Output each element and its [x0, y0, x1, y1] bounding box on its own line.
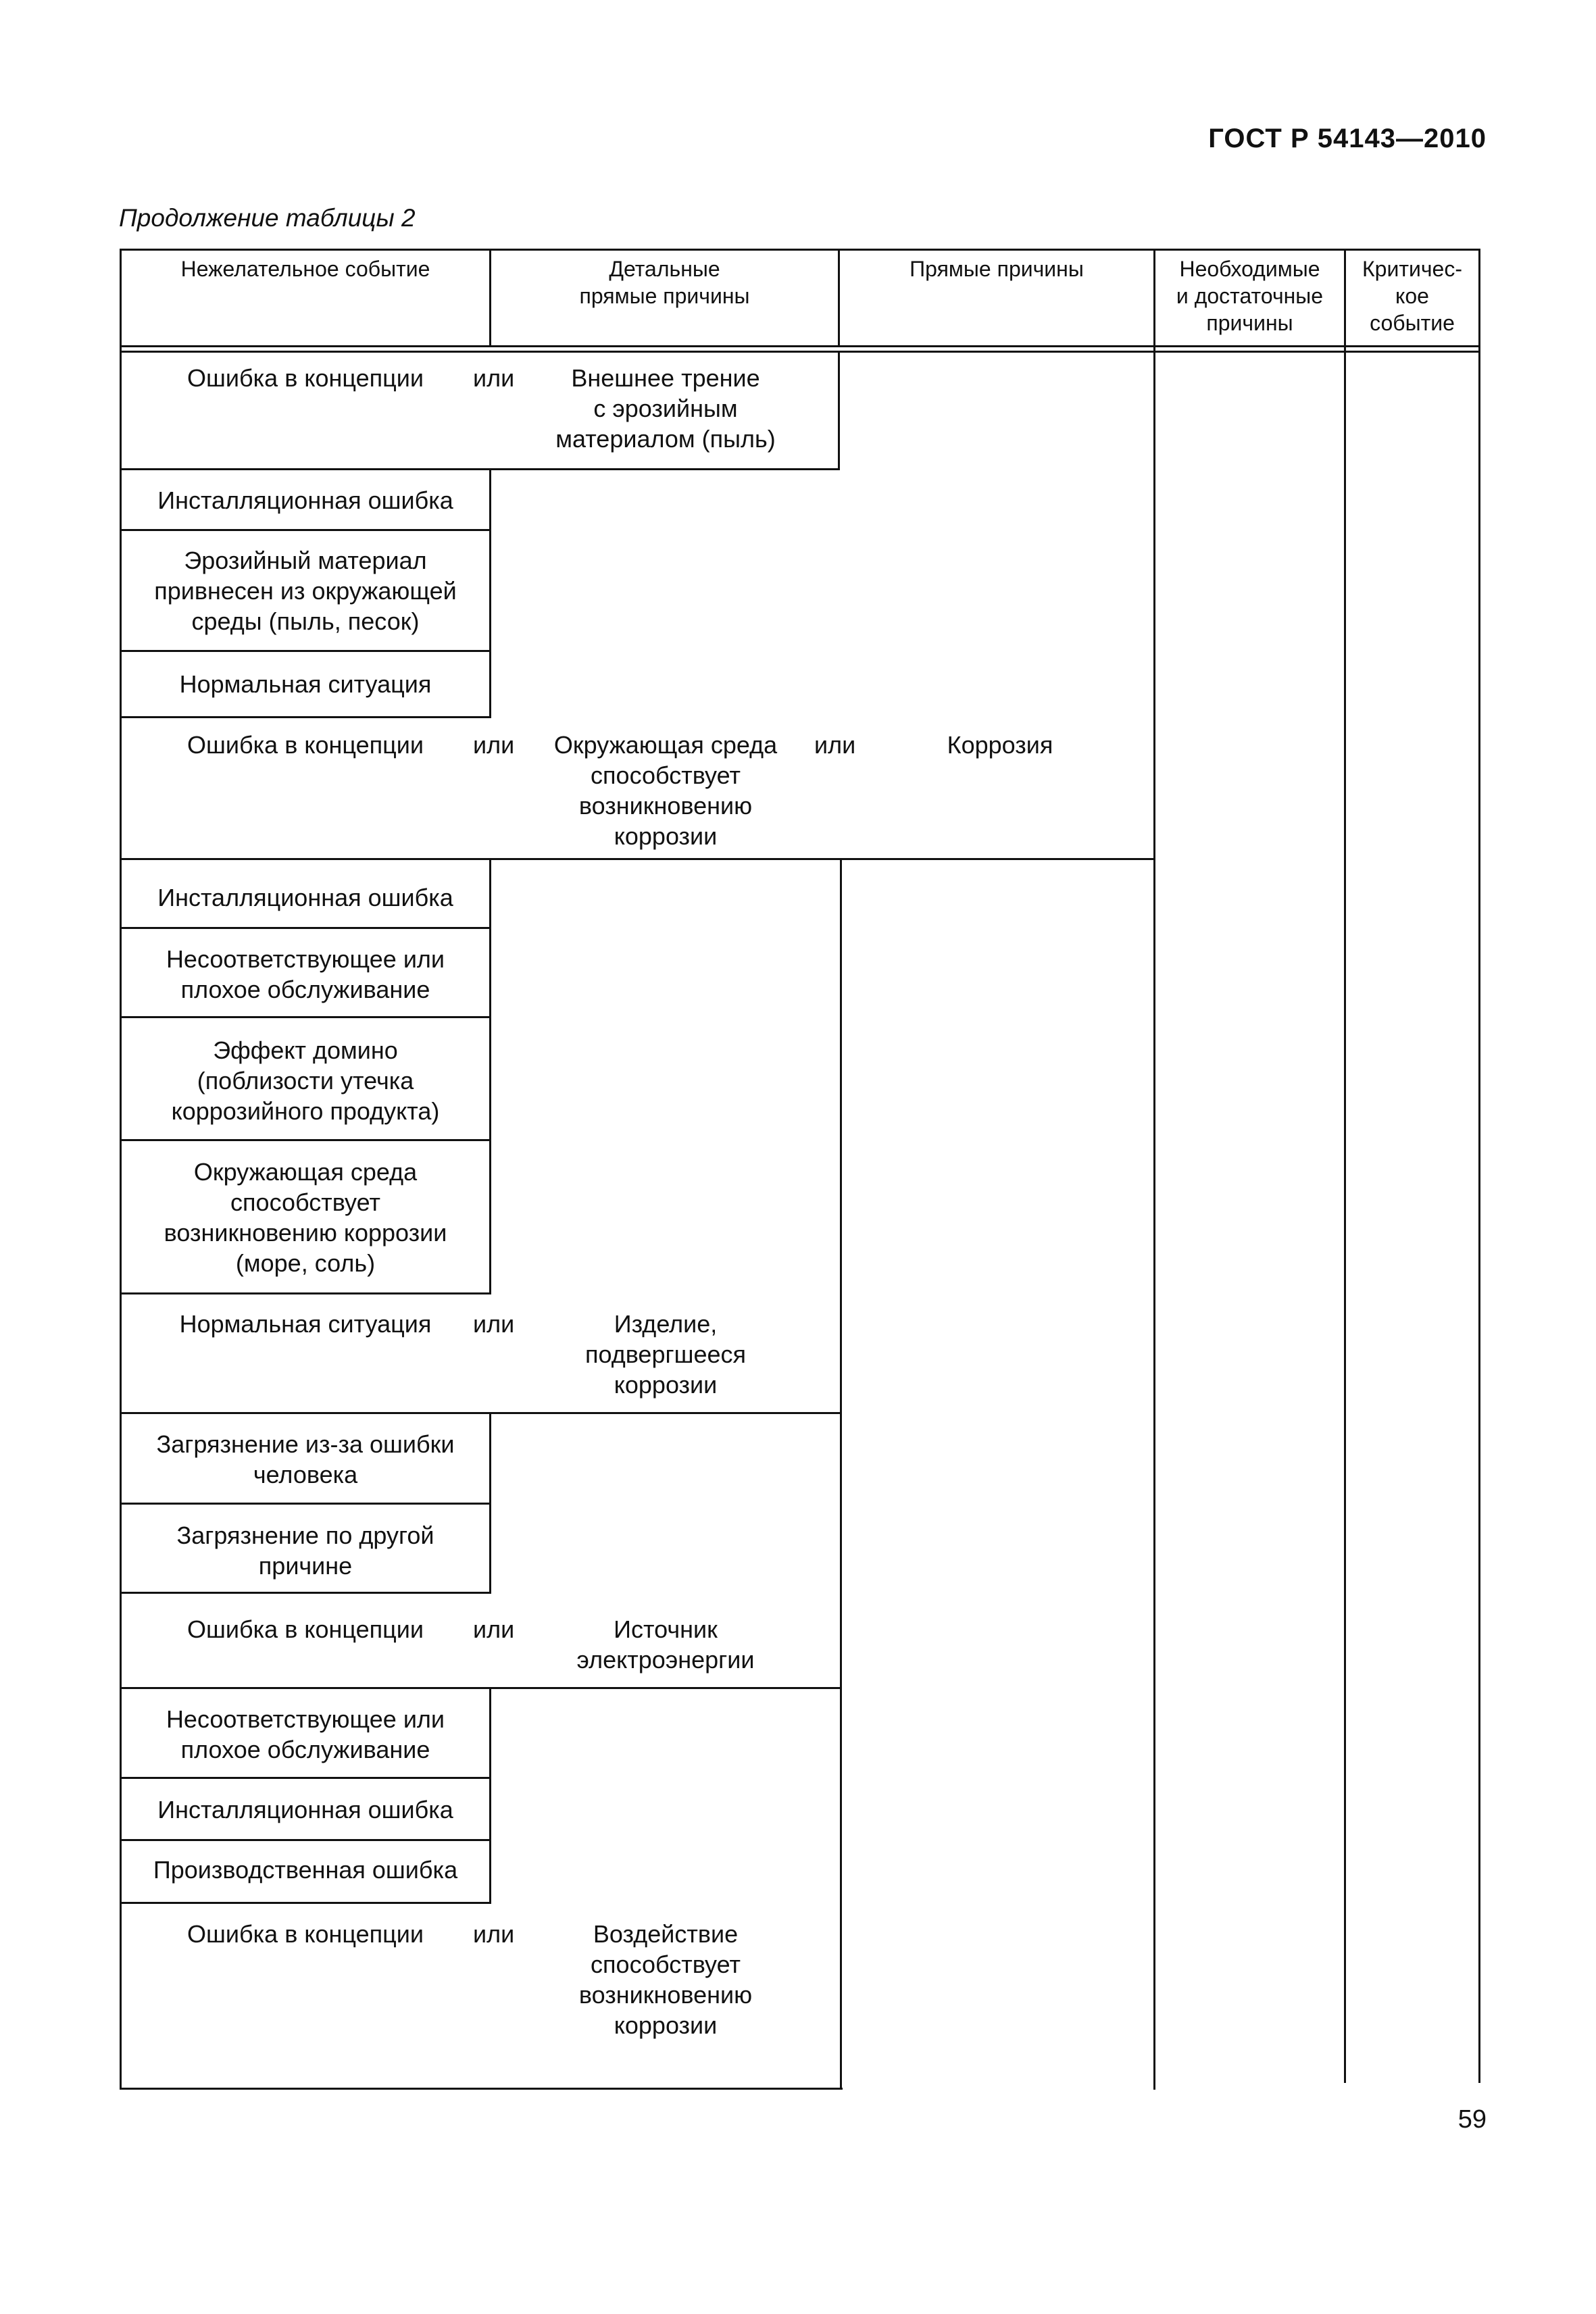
table-cell: Окружающая среда способствует возникновению коррозии (море, соль) [164, 1158, 447, 1277]
or-connector: или [473, 1615, 515, 1643]
table-cell: Коррозия [947, 731, 1053, 759]
table-cell: Производственная ошибка [153, 1856, 458, 1884]
table-cell: Источник электроэнергии [576, 1615, 755, 1674]
table-cell: Внешнее трение с эрозийным материалом (пыль) [555, 364, 776, 453]
or-connector: или [473, 1920, 515, 1948]
table-cell: Эффект домино (поблизости утечка коррозийного продукта) [171, 1036, 440, 1125]
table-cell: Несоответствующее или плохое обслуживание [166, 945, 445, 1003]
table-cell: Инсталляционная ошибка [157, 1796, 453, 1823]
column-header-detailed-direct-causes: Детальные прямые причины [579, 257, 750, 308]
table-cell: Воздействие способствует возникновению коррозии [578, 1920, 753, 2039]
or-connector: или [473, 731, 515, 759]
column-header-necessary-sufficient: Необходимые и достаточные причины [1176, 257, 1324, 335]
page-number: 59 [1457, 2105, 1487, 2134]
column-header-critical-event: Критичес- кое событие [1362, 257, 1462, 335]
table-cell: Несоответствующее или плохое обслуживание [166, 1705, 445, 1763]
column-header-direct-causes: Прямые причины [909, 257, 1084, 281]
table-cell: Ошибка в концепции [187, 1920, 424, 1948]
table-cell: Загрязнение по другой причине [176, 1521, 434, 1580]
table-cell: Нормальная ситуация [179, 1310, 432, 1338]
table-cell: Инсталляционная ошибка [157, 486, 453, 514]
column-header-undesired-event: Нежелательное событие [180, 257, 430, 281]
table-cell: Окружающая среда способствует возникновению коррозии [553, 731, 778, 850]
table-cell: Ошибка в концепции [187, 1615, 424, 1643]
table-cell: Эрозийный материал привнесен из окружающей среды (пыль, песок) [154, 547, 457, 635]
table-cell: Нормальная ситуация [179, 670, 432, 698]
or-connector: или [473, 1310, 515, 1338]
or-connector: или [473, 364, 515, 392]
table-cell: Загрязнение из-за ошибки человека [156, 1430, 455, 1488]
or-connector: или [814, 731, 856, 759]
table-cell: Ошибка в концепции [187, 731, 424, 759]
table-cell: Изделие, подвергшееся коррозии [584, 1310, 747, 1399]
table-cell: Ошибка в концепции [187, 364, 424, 392]
document-header: ГОСТ Р 54143—2010 [1208, 124, 1487, 153]
table-cell: Инсталляционная ошибка [157, 884, 453, 911]
table-caption: Продолжение таблицы 2 [119, 204, 416, 232]
